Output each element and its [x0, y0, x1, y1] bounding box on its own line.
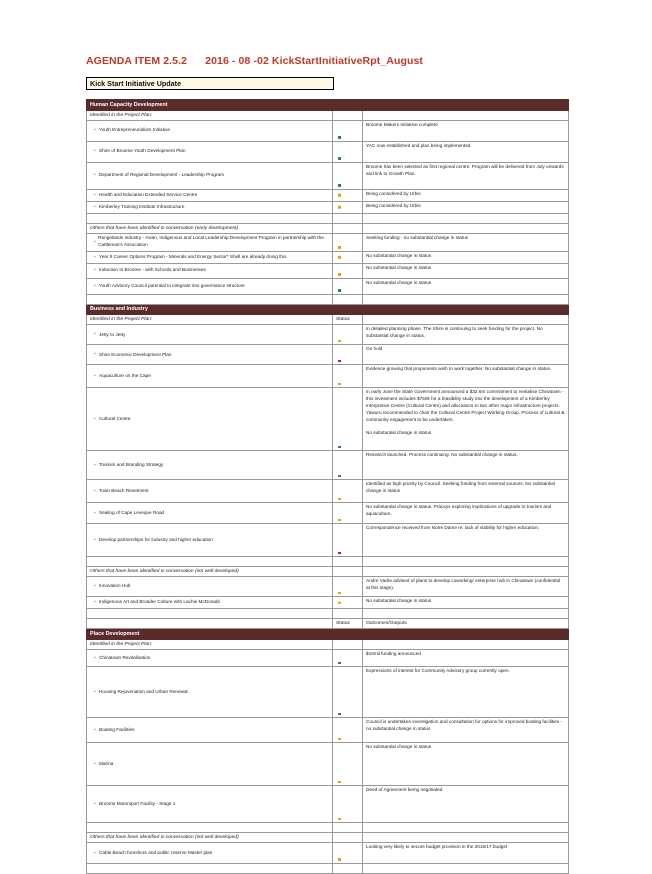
initiative-name-cell — [87, 650, 333, 667]
outcome-text-cell — [363, 162, 569, 189]
initiative-name-text: Shire of Broome Youth Development Plan — [99, 148, 186, 154]
status-indicator-cell — [333, 388, 363, 451]
outcome-text-line: No substantial change in status — [366, 252, 432, 258]
outcome-text-line: No substantial change in status — [366, 744, 432, 750]
initiative-name-wrapper — [90, 744, 329, 784]
status-indicator-cell — [333, 577, 363, 597]
initiative-name-wrapper — [90, 504, 329, 522]
outcome-text-line: Evidence growing that proponents wish to work together. No substantial change in status. — [366, 366, 552, 372]
status-indicator-cell — [333, 451, 363, 480]
group-label-row — [87, 223, 569, 233]
table-row — [87, 345, 569, 365]
spacer-cell — [363, 823, 569, 833]
group-label-status-cell — [333, 832, 363, 842]
spacer-row — [87, 213, 569, 223]
table-row — [87, 577, 569, 597]
table-row — [87, 233, 569, 251]
status-indicator-cell — [333, 480, 363, 503]
initiative-name-cell — [87, 141, 333, 162]
initiative-name-wrapper — [90, 481, 329, 501]
status-badge-green — [338, 662, 341, 665]
outcome-text-cell — [363, 667, 569, 718]
status-indicator-cell — [333, 718, 363, 743]
section-header-row — [87, 100, 569, 111]
initiative-name-cell — [87, 451, 333, 480]
initiative-name-wrapper — [90, 143, 329, 161]
section-header-outcomes-cell — [363, 629, 569, 640]
outcome-text-line: Andre Vadre advised of plans to develop coworking/ enterprise hub in Chinatown (confidential at this stage). — [366, 578, 561, 591]
bullet-icon: ▪ — [94, 238, 96, 245]
spacer-cell — [87, 557, 333, 567]
outcome-text-line: On hold — [366, 346, 383, 352]
outcome-text-line: In early June the State Government announced a $32.6m commitment to revitalise Chinatown - this investment includes $750k for a feasibility study into the development of a Kimberley Interpretive Centre (Cultural Centre) and allocations to two other major infrastructure projects. Yawuru recommended to chair the Cultural Centre Project Working Group. Process of cultural & community engagement to be undertaken. — [366, 389, 565, 422]
group-label-row — [87, 832, 569, 842]
outcome-text-cell — [363, 503, 569, 524]
outcome-text-cell — [363, 786, 569, 823]
bullet-icon: ▪ — [94, 800, 96, 807]
initiative-name-cell — [87, 189, 333, 201]
spacer-cell — [363, 864, 569, 874]
outcome-text-cell — [363, 251, 569, 263]
spacer-cell — [87, 213, 333, 223]
status-indicator-cell — [333, 263, 363, 278]
initiative-name-wrapper — [90, 253, 329, 262]
section-header-outcomes-cell — [363, 100, 569, 111]
status-badge-amber — [338, 206, 341, 209]
group-label-outcomes-cell — [363, 315, 569, 325]
initiative-name-cell — [87, 786, 333, 823]
status-indicator-cell — [333, 278, 363, 294]
table-row — [87, 189, 569, 201]
bullet-icon: ▪ — [94, 372, 96, 379]
outcome-text-line: Being considered by Urbis — [366, 202, 421, 208]
spacer-row — [87, 823, 569, 833]
spacer-cell — [333, 213, 363, 223]
status-indicator-cell — [333, 503, 363, 524]
initiative-name-text: Tourism and Branding Strategy — [99, 462, 164, 468]
status-indicator-cell — [333, 141, 363, 162]
status-badge-green — [338, 289, 341, 292]
status-indicator-cell — [333, 345, 363, 365]
outcome-text-line: Research launched. Process continuing. No substantial change in status. — [366, 452, 518, 458]
table-row — [87, 524, 569, 557]
initiative-name-wrapper — [90, 389, 329, 449]
initiative-name-text: Chinatown Revitalisation — [99, 654, 151, 660]
table-row — [87, 743, 569, 786]
bullet-icon: ▪ — [94, 726, 96, 733]
kick-start-initiative-table — [86, 99, 569, 874]
outcome-text-line: Broome Makers Initiative complete — [366, 121, 438, 127]
spacer-row — [87, 609, 569, 619]
initiative-name-cell — [87, 843, 333, 864]
initiative-name-text: Year 9 Career Options Program - Minerals and Energy Sector* Shell are already doing this — [99, 253, 287, 259]
bullet-icon: ▪ — [94, 688, 96, 695]
section-header-status-cell — [333, 100, 363, 111]
table-row — [87, 650, 569, 667]
bullet-icon: ▪ — [94, 351, 96, 358]
bullet-icon: ▪ — [94, 599, 96, 606]
initiative-name-wrapper — [90, 280, 329, 293]
status-badge-amber — [338, 246, 341, 249]
initiative-name-cell — [87, 263, 333, 278]
spacer-cell — [87, 294, 333, 304]
status-indicator-cell — [333, 120, 363, 141]
status-badge-amber — [338, 273, 341, 276]
initiative-name-cell — [87, 480, 333, 503]
table-column-header-row — [87, 619, 569, 629]
outcome-text-cell — [363, 233, 569, 251]
status-indicator-cell — [333, 843, 363, 864]
table-row — [87, 141, 569, 162]
status-badge-amber — [338, 738, 341, 741]
section-header-row — [87, 304, 569, 315]
group-label-outcomes-cell — [363, 640, 569, 650]
table-row — [87, 843, 569, 864]
table-row — [87, 503, 569, 524]
bullet-icon: ▪ — [94, 509, 96, 516]
status-badge-amber — [338, 256, 341, 259]
initiative-name-wrapper — [90, 265, 329, 277]
group-label-text: Others that have been identified in conversation (early development) — [87, 223, 333, 233]
initiative-name-wrapper — [90, 787, 329, 821]
status-badge-amber — [338, 592, 341, 595]
initiative-name-wrapper — [90, 164, 329, 188]
bullet-icon: ▪ — [94, 172, 96, 179]
initiative-name-cell — [87, 233, 333, 251]
initiative-name-wrapper — [90, 191, 329, 200]
section-header-status-cell — [333, 629, 363, 640]
status-badge-amber — [338, 519, 341, 522]
table-row — [87, 325, 569, 345]
outcome-text-cell — [363, 843, 569, 864]
table-row — [87, 597, 569, 609]
initiative-name-cell — [87, 577, 333, 597]
initiative-name-wrapper — [90, 844, 329, 862]
initiative-name-cell — [87, 251, 333, 263]
section-header-outcomes-cell — [363, 304, 569, 315]
table-row — [87, 201, 569, 213]
status-badge-amber — [338, 781, 341, 784]
outcome-text-cell — [363, 325, 569, 345]
status-indicator-cell — [333, 162, 363, 189]
table-row — [87, 451, 569, 480]
initiative-name-text: Sealing of Cape Leveque Road — [99, 510, 165, 516]
status-indicator-cell — [333, 233, 363, 251]
status-indicator-cell — [333, 189, 363, 201]
table-row — [87, 162, 569, 189]
spacer-cell — [333, 823, 363, 833]
outcome-text-line: Deed of Agreement being negotiated — [366, 787, 443, 793]
outcome-text-line: Identified as high priority by Council. Seeking funding from external sources. No substantial change in status — [366, 481, 555, 494]
initiative-name-cell — [87, 325, 333, 345]
section-header-title: Business and Industry — [87, 304, 333, 315]
page-title — [86, 55, 423, 67]
spacer-cell — [333, 609, 363, 619]
status-indicator-cell — [333, 201, 363, 213]
initiative-name-wrapper — [90, 651, 329, 665]
outcome-text-cell — [363, 480, 569, 503]
initiative-name-text: Kimberley Training Institute Infrastructure — [99, 203, 185, 209]
outcome-text-cell — [363, 451, 569, 480]
status-badge-green — [338, 157, 341, 160]
initiative-name-wrapper — [90, 346, 329, 363]
section-header-row — [87, 629, 569, 640]
initiative-name-text: Boating Facilities — [99, 726, 135, 732]
outcome-text-cell — [363, 263, 569, 278]
spacer-cell — [87, 864, 333, 874]
outcome-text-line: Expressions of interest for Community Advisory group currently open. — [366, 668, 510, 674]
initiative-name-cell — [87, 365, 333, 388]
status-badge-amber — [338, 858, 341, 861]
initiative-name-wrapper — [90, 122, 329, 140]
report-title-box — [86, 77, 334, 90]
initiative-name-text: Town Beach Revetment — [99, 488, 149, 494]
outcome-text-cell — [363, 201, 569, 213]
report-title-text: Kick Start Initiative Update — [90, 79, 182, 88]
bullet-icon: ▪ — [94, 461, 96, 468]
group-label-text: Identified in the Project Plan: — [87, 110, 333, 120]
group-label-row — [87, 315, 569, 325]
outcome-text-line: Broome has been selected as first regional centre. Program will be delivered from July onwards and link to Growth Plan. — [366, 163, 564, 176]
initiative-name-wrapper — [90, 235, 329, 250]
initiative-name-cell — [87, 718, 333, 743]
bullet-icon: ▪ — [94, 415, 96, 422]
spacer-cell — [333, 864, 363, 874]
initiative-name-text: Broome Motorsport Facility - Stage 1 — [99, 800, 176, 806]
bullet-icon: ▪ — [94, 267, 96, 274]
initiative-name-cell — [87, 388, 333, 451]
bullet-icon: ▪ — [94, 331, 96, 338]
status-badge-amber — [338, 498, 341, 501]
status-indicator-cell — [333, 251, 363, 263]
bullet-icon: ▪ — [94, 282, 96, 289]
initiative-name-cell — [87, 120, 333, 141]
table-row — [87, 278, 569, 294]
initiative-name-cell — [87, 278, 333, 294]
outcome-text-line: In detailed planning phase. The Shire is continuing to seek funding for the project. No substantial change in status. — [366, 326, 543, 339]
outcome-text-cell — [363, 524, 569, 557]
outcome-text-line: No substantial change in status — [366, 264, 432, 270]
status-indicator-cell — [333, 786, 363, 823]
column-header-status: Status — [333, 619, 363, 629]
outcome-text-line: Seeking funding - no substantial change in status — [366, 234, 469, 240]
status-badge-amber — [338, 383, 341, 386]
outcome-text-cell — [363, 189, 569, 201]
table-row — [87, 667, 569, 718]
status-badge-green — [338, 713, 341, 716]
initiative-name-text: Youth Entrepreneurialism Initiative — [99, 127, 170, 133]
group-label-status-cell: Status — [333, 315, 363, 325]
initiative-name-cell — [87, 345, 333, 365]
spacer-cell — [363, 557, 569, 567]
status-indicator-cell — [333, 667, 363, 718]
initiative-name-wrapper — [90, 452, 329, 478]
group-label-outcomes-cell — [363, 567, 569, 577]
report-name: 2016 - 08 -02 KickStartInitiativeRpt_August — [205, 55, 424, 67]
initiative-name-text: Develop partnerships for industry and higher education — [99, 537, 213, 543]
status-badge-green — [338, 446, 341, 449]
outcome-text-line: Correspondence received from Notre Dame re: lack of viability for higher education. — [366, 525, 540, 531]
outcome-text-cell — [363, 650, 569, 667]
initiative-name-text: Health and Education Extended Service Centre — [99, 191, 198, 197]
initiative-name-text: Rangelands Industry - Asian, Indigenous and Local Leadership Development Program in partnership with the Cattleman's Association — [98, 235, 324, 248]
group-label-row — [87, 110, 569, 120]
outcome-text-line: $10mil funding announced — [366, 651, 421, 657]
initiative-name-wrapper — [90, 326, 329, 343]
initiative-name-text: Induction to Broome - with Schools and Businesses — [99, 267, 206, 273]
status-indicator-cell — [333, 650, 363, 667]
status-badge-green — [338, 184, 341, 187]
outcome-text-cell — [363, 345, 569, 365]
table-row — [87, 120, 569, 141]
outcome-text-line: Looking very likely to secure budget provision in the 2016/17 budget — [366, 844, 508, 850]
spacer-row — [87, 864, 569, 874]
initiative-name-text: Cable Beach foreshore and public reserve Master plan — [99, 849, 213, 855]
agenda-item-number: AGENDA ITEM 2.5.2 — [86, 55, 188, 67]
table-row — [87, 480, 569, 503]
initiative-name-wrapper — [90, 578, 329, 595]
initiative-name-wrapper — [90, 719, 329, 741]
initiative-name-cell — [87, 743, 333, 786]
group-label-text: Identified in the Project Plan: — [87, 315, 333, 325]
status-indicator-cell — [333, 325, 363, 345]
table-row — [87, 251, 569, 263]
group-label-status-cell — [333, 567, 363, 577]
outcome-text-cell — [363, 718, 569, 743]
initiative-name-text: Housing Rejuvenation and Urban Renewal — [99, 688, 188, 694]
group-label-row — [87, 640, 569, 650]
group-label-status-cell — [333, 640, 363, 650]
group-label-status-cell — [333, 223, 363, 233]
group-label-text: Identified in the Project Plan: — [87, 640, 333, 650]
outcome-text-line: No substantial change in status. Pracsys exploring implications of upgrade to tourism and aquaculture. — [366, 504, 552, 517]
outcome-text-cell — [363, 120, 569, 141]
bullet-icon: ▪ — [94, 191, 96, 198]
spacer-row — [87, 294, 569, 304]
initiative-name-text: Aquaculture on the Cape — [99, 373, 151, 379]
initiative-name-cell — [87, 503, 333, 524]
group-label-text: Others that have been identified in conversation (not well developed) — [87, 832, 333, 842]
bullet-icon: ▪ — [94, 127, 96, 134]
group-label-outcomes-cell — [363, 110, 569, 120]
bullet-icon: ▪ — [94, 583, 96, 590]
initiative-name-text: Shire Economic Development Plan — [99, 351, 172, 357]
bullet-icon: ▪ — [94, 849, 96, 856]
outcome-text-cell — [363, 743, 569, 786]
status-badge-green — [338, 475, 341, 478]
table-row — [87, 388, 569, 451]
bullet-icon: ▪ — [94, 487, 96, 494]
spacer-cell — [363, 609, 569, 619]
status-badge-amber — [338, 340, 341, 343]
spacer-cell — [333, 294, 363, 304]
spacer-cell — [333, 557, 363, 567]
bullet-icon: ▪ — [94, 148, 96, 155]
initiative-name-text: Cultural Centre — [99, 416, 131, 422]
initiative-name-cell — [87, 524, 333, 557]
group-label-text: Others that have been identified in conversation (not well developed) — [87, 567, 333, 577]
bullet-icon: ▪ — [94, 203, 96, 210]
status-indicator-cell — [333, 524, 363, 557]
initiative-name-cell — [87, 162, 333, 189]
outcome-text-line: Being considered by Urbis — [366, 190, 421, 196]
initiative-name-wrapper — [90, 366, 329, 386]
status-badge-amber — [338, 818, 341, 821]
initiative-name-cell — [87, 597, 333, 609]
table-row — [87, 718, 569, 743]
group-label-row — [87, 567, 569, 577]
status-badge-green — [338, 136, 341, 139]
section-header-title: Place Development — [87, 629, 333, 640]
bullet-icon: ▪ — [94, 654, 96, 661]
initiative-name-text: Youth Advisory Council potential to integrate into governance structure — [99, 282, 245, 288]
initiative-name-cell — [87, 667, 333, 718]
initiative-name-wrapper — [90, 668, 329, 716]
spacer-cell — [87, 609, 333, 619]
bullet-icon: ▪ — [94, 253, 96, 260]
initiative-name-text: Jetty to Jetty — [99, 331, 126, 337]
outcome-text-cell — [363, 597, 569, 609]
spacer-cell — [87, 823, 333, 833]
outcome-text-line: No substantial change in status — [366, 598, 432, 604]
section-header-status-cell — [333, 304, 363, 315]
outcome-text-cell — [363, 577, 569, 597]
section-header-title: Human Capacity Development — [87, 100, 333, 111]
group-label-status-cell — [333, 110, 363, 120]
outcome-text-line: Council is undertaken investigation and consultation for options for improved boating facilities - no substantial change in status — [366, 719, 562, 731]
initiative-name-text: Indigenous Art and Broader Culture with Lachie McDonald — [99, 599, 220, 605]
outcome-text-line: YAC now established and plan being implemented — [366, 142, 471, 148]
spacer-cell — [363, 294, 569, 304]
table-row — [87, 786, 569, 823]
initiative-name-cell — [87, 201, 333, 213]
spacer-row — [87, 557, 569, 567]
group-label-outcomes-cell — [363, 832, 569, 842]
group-label-outcomes-cell — [363, 223, 569, 233]
status-indicator-cell — [333, 743, 363, 786]
table-body — [87, 100, 569, 874]
status-badge-red — [338, 552, 341, 555]
table-row — [87, 263, 569, 278]
table-row — [87, 365, 569, 388]
outcome-text-cell — [363, 278, 569, 294]
initiative-name-text: Marina — [99, 760, 114, 766]
column-header-blank — [87, 619, 333, 629]
status-badge-amber — [338, 602, 341, 605]
initiative-name-text: Innovation Hub — [99, 583, 131, 589]
outcome-text-line: No substantial change in status — [366, 279, 432, 285]
outcome-text-cell — [363, 388, 569, 451]
status-indicator-cell — [333, 365, 363, 388]
initiative-name-wrapper — [90, 598, 329, 607]
initiative-name-wrapper — [90, 525, 329, 555]
bullet-icon: ▪ — [94, 760, 96, 767]
status-badge-amber — [338, 194, 341, 197]
initiative-name-text: Department of Regional Development - Leadership Program — [99, 172, 225, 178]
status-badge-red — [338, 360, 341, 363]
outcome-text-cell — [363, 365, 569, 388]
spacer-cell — [363, 213, 569, 223]
outcome-text-cell — [363, 141, 569, 162]
initiative-name-wrapper — [90, 203, 329, 212]
bullet-icon: ▪ — [94, 536, 96, 543]
outcome-text-line: No substantial change in status — [366, 430, 432, 436]
status-indicator-cell — [333, 597, 363, 609]
column-header-outcomes: Outcomes/Outputs — [363, 619, 569, 629]
